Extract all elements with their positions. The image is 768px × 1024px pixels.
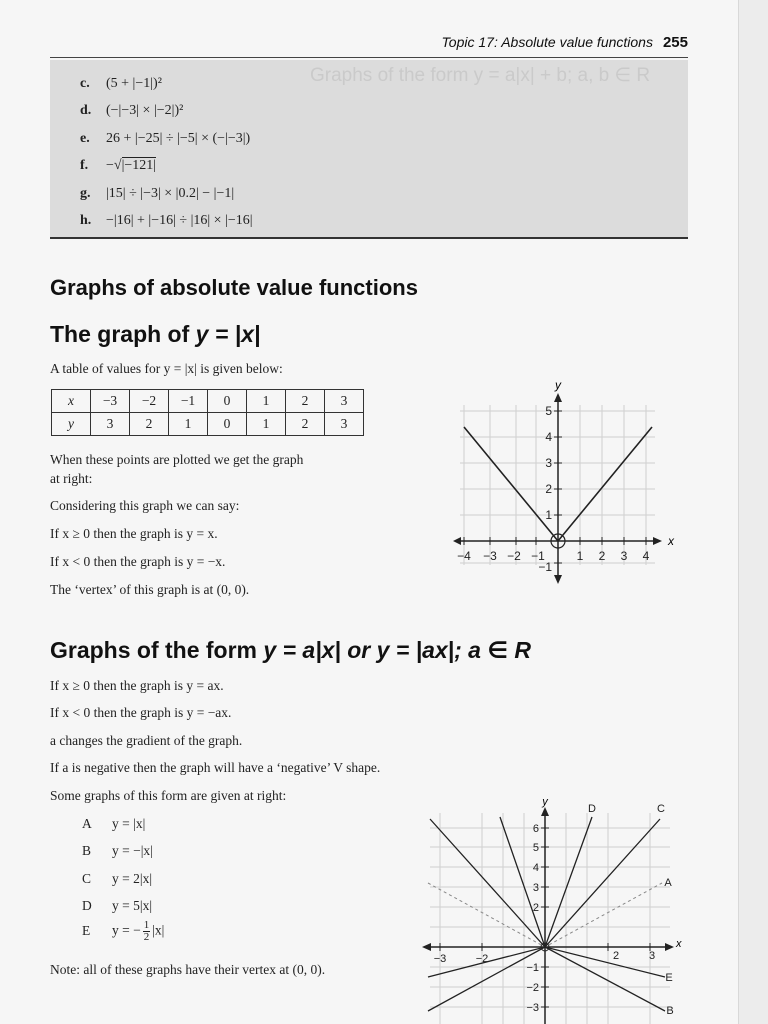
- page-edge: [738, 0, 768, 1024]
- y-tick-label: 2: [532, 902, 539, 914]
- form-line: Some graphs of this form are given at right:: [50, 788, 287, 803]
- y-tick-label: 5: [545, 404, 552, 418]
- form-line: If a is negative then the graph will have a ‘negative’ V shape.: [50, 760, 381, 775]
- x-tick-label: −2: [475, 953, 489, 965]
- show-through-heading: Graphs of the form y = a|x| + b; a, b ∈ R: [310, 65, 651, 86]
- heading-math: y = a|x| or y = |ax|; a ∈ R: [263, 637, 531, 663]
- list-key: B: [82, 843, 92, 858]
- y-tick-label: 4: [532, 862, 539, 874]
- item-label: e.: [80, 131, 90, 146]
- fraction: [143, 920, 151, 943]
- fraction-numerator: 1: [143, 919, 150, 931]
- plotted-text-line1: When these points are plotted we get the graph: [50, 452, 304, 467]
- header-rule: [50, 57, 688, 58]
- x-tick-label: −4: [457, 549, 471, 563]
- radicand: |−121|: [121, 158, 157, 173]
- y-axis-label: y: [555, 378, 561, 392]
- x-tick-label: −1: [531, 549, 545, 563]
- graph-y-abs-x: [450, 375, 680, 590]
- exercise-item: [80, 103, 183, 119]
- list-equation: y = |x|: [112, 816, 146, 831]
- x-axis-arrow-left: [422, 943, 431, 951]
- section-title: Graphs of absolute value functions: [50, 275, 418, 300]
- y-tick-label: 3: [545, 456, 552, 470]
- x-tick-label: 2: [598, 549, 606, 563]
- y-tick-label: 1: [545, 508, 552, 522]
- x-tick-label: 2: [612, 950, 620, 962]
- y-tick-label: 6: [532, 823, 539, 835]
- curve-label: D: [588, 803, 596, 815]
- list-key: E: [82, 922, 91, 938]
- rule-positive: If x ≥ 0 then the graph is y = x.: [50, 526, 218, 541]
- running-head-title: Topic 17: Absolute value functions: [441, 34, 653, 50]
- list-item: [82, 843, 153, 859]
- form-line: a changes the gradient of the graph.: [50, 733, 243, 748]
- table-cell: 1: [247, 390, 286, 413]
- table-cell: 3: [325, 390, 364, 413]
- note-text: Note: all of these graphs have their vertex at (0, 0).: [50, 962, 326, 977]
- form-line: If x ≥ 0 then the graph is y = ax.: [50, 678, 224, 693]
- y-tick-label: 2: [545, 482, 552, 496]
- curve-label: A: [664, 877, 672, 889]
- heading-math: y = |x|: [195, 321, 261, 347]
- item-sign: −: [106, 158, 114, 173]
- table-cell: 2: [286, 413, 325, 436]
- table-cell: 2: [286, 390, 325, 413]
- table-row-y: [52, 413, 364, 436]
- table-cell: 2: [130, 413, 169, 436]
- x-tick-label: 1: [576, 549, 584, 563]
- item-expression: (−|−3| × |−2|)²: [106, 103, 184, 118]
- exercise-item: [80, 131, 250, 147]
- y-tick-label: −3: [526, 1002, 539, 1014]
- vertex-text: The ‘vertex’ of this graph is at (0, 0).: [50, 582, 250, 597]
- list-item: [82, 871, 152, 887]
- exercise-item: [80, 213, 253, 229]
- list-equation-post: |x|: [152, 922, 165, 938]
- table-cell: −1: [169, 390, 208, 413]
- y-axis-label: y: [542, 796, 548, 808]
- x-tick-label: 4: [642, 549, 650, 563]
- item-label: f.: [80, 158, 89, 173]
- x-tick-label: −3: [433, 953, 447, 965]
- running-head: [50, 34, 688, 51]
- x-tick-label: −2: [507, 549, 521, 563]
- y-tick-label: −1: [538, 560, 552, 574]
- list-key: A: [82, 816, 92, 831]
- curve-b: [428, 947, 665, 1011]
- table-cell: 0: [208, 413, 247, 436]
- subsection-title-y-abs-x: [50, 321, 260, 348]
- x-axis-label: x: [676, 938, 682, 950]
- list-key: D: [82, 898, 92, 913]
- y-axis-arrow-down: [554, 575, 562, 584]
- item-label: c.: [80, 76, 90, 91]
- table-cell: 3: [91, 413, 130, 436]
- page-number: 255: [662, 34, 688, 51]
- curve-e: [428, 947, 665, 977]
- list-equation: y = 5|x|: [112, 898, 153, 913]
- list-item: [82, 816, 145, 832]
- y-axis-arrow: [554, 393, 562, 402]
- row-header-y: y: [52, 413, 91, 436]
- y-tick-label: −1: [526, 962, 539, 974]
- y-axis-arrow: [541, 807, 549, 816]
- heading-prefix: Graphs of the form: [50, 637, 264, 663]
- item-label: d.: [80, 103, 92, 118]
- heading-prefix: The graph of: [50, 321, 196, 347]
- y-tick-label: 4: [545, 430, 552, 444]
- fraction-denominator: 2: [143, 931, 150, 943]
- list-item: [82, 920, 164, 943]
- square-root-sign: √: [113, 158, 122, 173]
- x-tick-label: 3: [648, 950, 656, 962]
- list-equation: y = 2|x|: [112, 871, 153, 886]
- table-cell: 1: [247, 413, 286, 436]
- x-tick-label: 3: [620, 549, 628, 563]
- list-equation-pre: y = −: [112, 922, 141, 938]
- considering-text: Considering this graph we can say:: [50, 498, 240, 513]
- table-row-x: [52, 390, 364, 413]
- x-axis-arrow: [653, 537, 662, 545]
- plotted-text-line2: at right:: [50, 471, 93, 486]
- rule-negative: If x < 0 then the graph is y = −x.: [50, 554, 226, 569]
- row-header-x: x: [52, 390, 91, 413]
- exercise-item: [80, 158, 156, 174]
- x-axis-label: x: [668, 534, 674, 548]
- values-table: [51, 389, 364, 436]
- curve-label: C: [657, 803, 665, 815]
- item-expression: 26 + |−25| ÷ |−5| × (−|−3|): [106, 131, 251, 146]
- table-cell: 1: [169, 413, 208, 436]
- exercise-item: [80, 186, 234, 202]
- list-equation: y = −|x|: [112, 843, 153, 858]
- item-expression: (5 + |−1|)²: [106, 76, 162, 91]
- y-tick-label: −2: [526, 982, 539, 994]
- item-label: h.: [80, 213, 92, 228]
- table-cell: 0: [208, 390, 247, 413]
- exercise-item: [80, 76, 162, 92]
- x-tick-label: −3: [483, 549, 497, 563]
- table-cell: −2: [130, 390, 169, 413]
- y-tick-label: 5: [532, 842, 539, 854]
- x-axis-arrow: [665, 943, 674, 951]
- exercise-box: [50, 60, 688, 239]
- table-intro: A table of values for y = |x| is given below:: [50, 361, 283, 376]
- subsection-title-form: [50, 637, 531, 664]
- x-axis-arrow-left: [453, 537, 461, 545]
- curve-label: B: [666, 1005, 674, 1017]
- item-expression: −|16| + |−16| ÷ |16| × |−16|: [106, 213, 253, 228]
- table-cell: 3: [325, 413, 364, 436]
- form-line: If x < 0 then the graph is y = −ax.: [50, 705, 232, 720]
- graph-family: [420, 795, 685, 1024]
- item-label: g.: [80, 186, 91, 201]
- table-cell: −3: [91, 390, 130, 413]
- item-expression: |15| ÷ |−3| × |0.2| − |−1|: [106, 186, 235, 201]
- list-key: C: [82, 871, 92, 886]
- list-item: [82, 898, 152, 914]
- y-tick-label: 3: [532, 882, 539, 894]
- curve-label: E: [665, 972, 673, 984]
